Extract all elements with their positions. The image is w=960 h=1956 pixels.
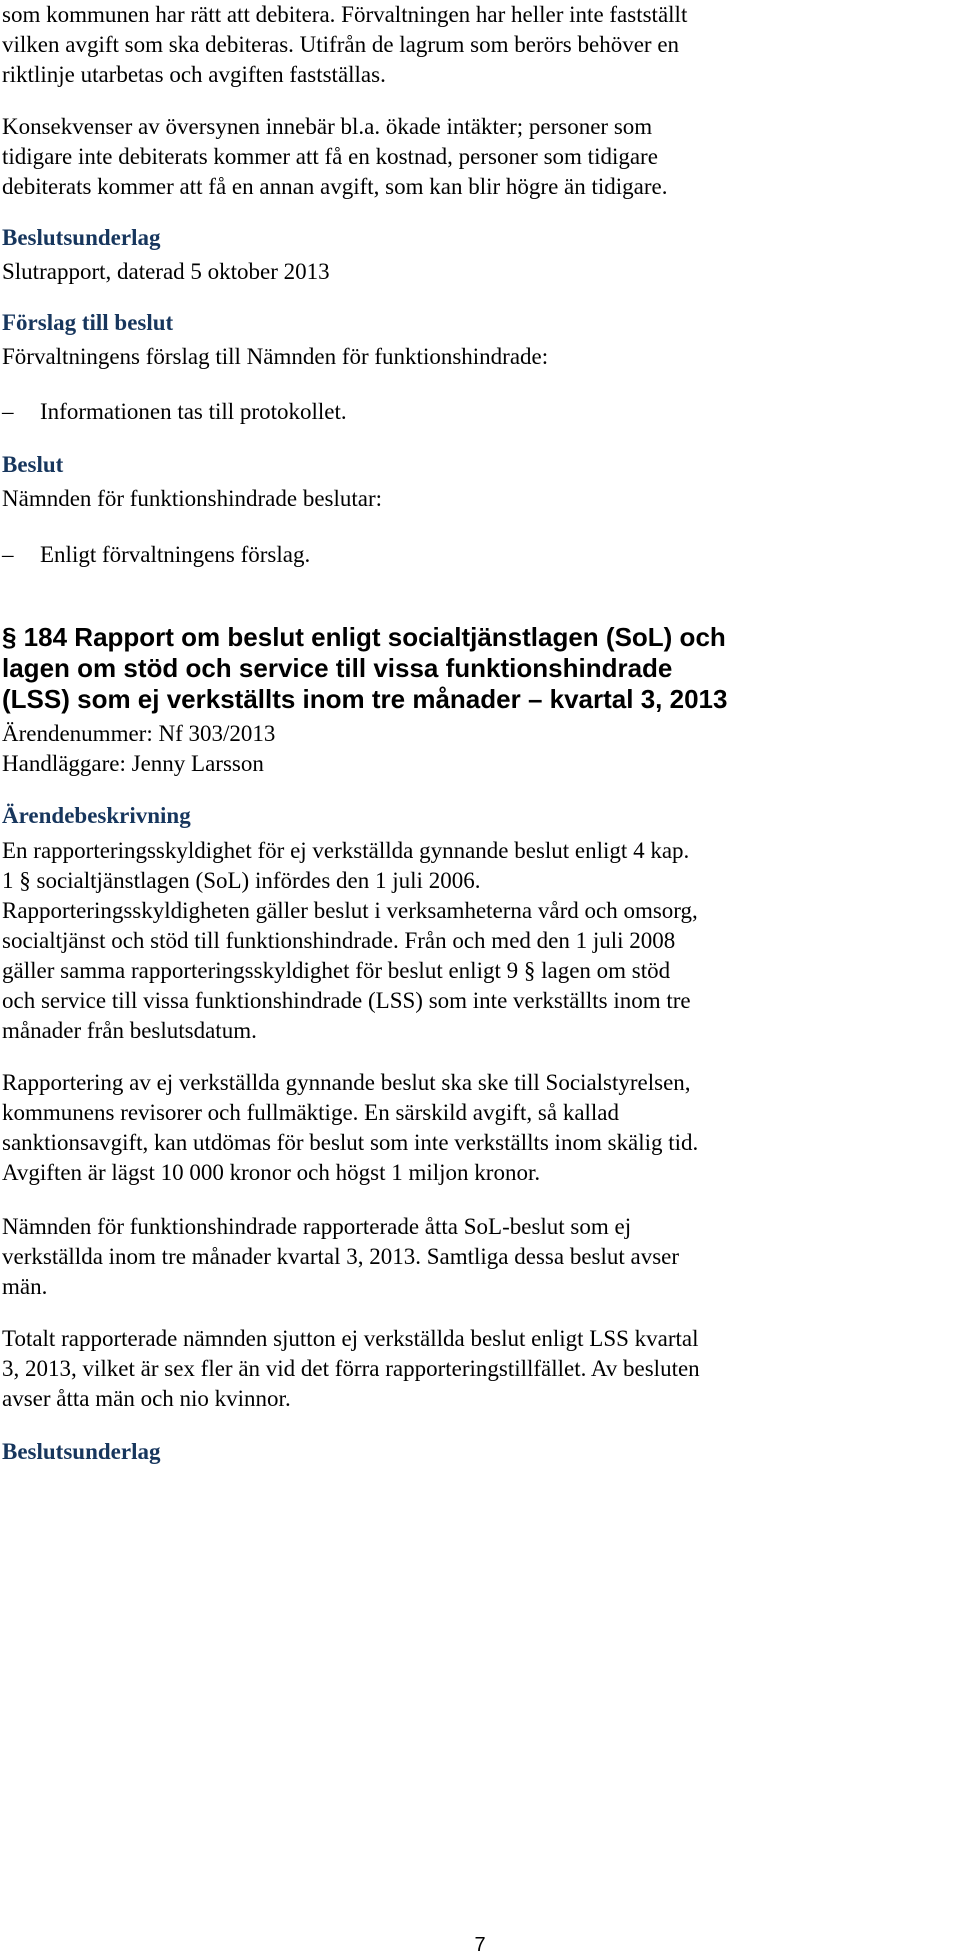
para2-line-3: sanktionsavgift, kan utdömas för beslut som inte verkställts inom skälig tid. (2, 1130, 699, 1155)
para1-line-7: månader från beslutsdatum. (2, 1018, 257, 1043)
para4-line-1: Totalt rapporterade nämnden sjutton ej verkställda beslut enligt LSS kvartal (2, 1326, 699, 1351)
description-heading: Ärendebeskrivning (2, 803, 191, 828)
page-number: 7 (474, 1934, 486, 1956)
para1-line-4: socialtjänst och stöd till funktionshindrade. Från och med den 1 juli 2008 (2, 928, 676, 953)
consequences-line-2: tidigare inte debiterats kommer att få en kostnad, personer som tidigare (2, 144, 658, 169)
proposal-heading: Förslag till beslut (2, 310, 174, 335)
dash-marker: – (2, 399, 14, 424)
intro-line-3: riktlinje utarbetas och avgiften fastställas. (2, 62, 386, 87)
section-title-line-3: (LSS) som ej verkställts inom tre månader – kvartal 3, 2013 (2, 684, 728, 714)
para2-line-4: Avgiften är lägst 10 000 kronor och högst 1 miljon kronor. (2, 1160, 541, 1185)
para3-line-2: verkställda inom tre månader kvartal 3, 2013. Samtliga dessa beslut avser (2, 1244, 680, 1269)
decision-text: Nämnden för funktionshindrade beslutar: (2, 486, 383, 511)
case-number: Ärendenummer: Nf 303/2013 (2, 721, 276, 746)
handler: Handläggare: Jenny Larsson (2, 751, 264, 776)
proposal-bullet-text: Informationen tas till protokollet. (40, 399, 347, 424)
para4-line-3: avser åtta män och nio kvinnor. (2, 1386, 291, 1411)
section-basis-heading: Beslutsunderlag (2, 1439, 161, 1464)
para2-line-1: Rapportering av ej verkställda gynnande beslut ska ske till Socialstyrelsen, (2, 1070, 691, 1095)
consequences-line-1: Konsekvenser av översynen innebär bl.a. ökade intäkter; personer som (2, 114, 653, 139)
consequences-line-3: debiterats kommer att få en annan avgift, som kan blir högre än tidigare. (2, 174, 668, 199)
proposal-text: Förvaltningens förslag till Nämnden för funktionshindrade: (2, 344, 549, 369)
basis-text: Slutrapport, daterad 5 oktober 2013 (2, 259, 330, 284)
para3-line-1: Nämnden för funktionshindrade rapporterade åtta SoL-beslut som ej (2, 1214, 632, 1239)
section-title-line-1: § 184 Rapport om beslut enligt socialtjänstlagen (SoL) och (2, 622, 726, 652)
para2-line-2: kommunens revisorer och fullmäktige. En särskild avgift, så kallad (2, 1100, 620, 1125)
para4-line-2: 3, 2013, vilket är sex fler än vid det förra rapporteringstillfället. Av besluten (2, 1356, 700, 1381)
basis-heading: Beslutsunderlag (2, 225, 161, 250)
decision-bullet-text: Enligt förvaltningens förslag. (40, 542, 311, 567)
section-title-line-2: lagen om stöd och service till vissa funktionshindrade (2, 653, 673, 683)
decision-bullet (2, 540, 957, 570)
dash-marker: – (2, 542, 14, 567)
para1-line-5: gäller samma rapporteringsskyldighet för beslut enligt 9 § lagen om stöd (2, 958, 671, 983)
para3-line-3: män. (2, 1274, 48, 1299)
para1-line-3: Rapporteringsskyldigheten gäller beslut i verksamheterna vård och omsorg, (2, 898, 698, 923)
proposal-bullet (2, 397, 957, 427)
para1-line-6: och service till vissa funktionshindrade (LSS) som inte verkställts inom tre (2, 988, 691, 1013)
para1-line-1: En rapporteringsskyldighet för ej verkställda gynnande beslut enligt 4 kap. (2, 838, 690, 863)
para1-line-2: 1 § socialtjänstlagen (SoL) infördes den 1 juli 2006. (2, 868, 481, 893)
intro-line-2: vilken avgift som ska debiteras. Utifrån de lagrum som berörs behöver en (2, 32, 680, 57)
decision-heading: Beslut (2, 452, 64, 477)
intro-line-1: som kommunen har rätt att debitera. Förvaltningen har heller inte fastställt (2, 2, 688, 27)
